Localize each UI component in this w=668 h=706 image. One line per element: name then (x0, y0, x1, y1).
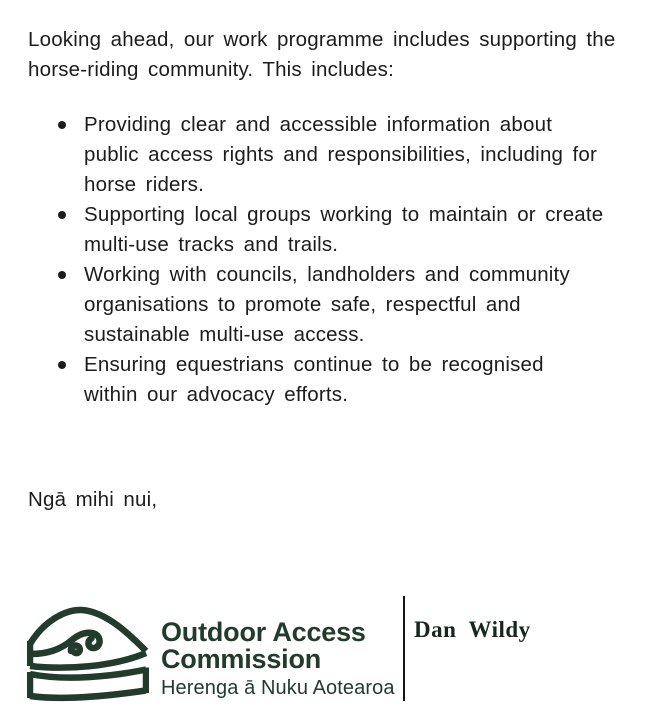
list-item: Supporting local groups working to maintain or create multi-use tracks and trails. (28, 200, 604, 260)
intro-paragraph: Looking ahead, our work programme includes supporting the horse-riding community. This includes: (28, 28, 616, 81)
signoff-text: Ngā mihi nui, (28, 488, 158, 511)
work-programme-list (28, 110, 604, 410)
separator-line (403, 596, 405, 701)
koru-wave-icon (27, 606, 149, 704)
org-tagline: Herenga ā Nuku Aotearoa (161, 677, 395, 699)
org-name-line2: Commission (161, 644, 322, 674)
list-item: Ensuring equestrians continue to be recognised within our advocacy efforts. (28, 350, 604, 410)
list-item: Working with councils, landholders and community organisations to promote safe, respectful and sustainable multi-use access. (28, 260, 604, 350)
org-name-line1: Outdoor Access (161, 617, 366, 647)
signature-name: Dan Wildy (414, 617, 531, 642)
signature-footer (0, 590, 668, 706)
org-logo-text (161, 619, 395, 699)
list-item: Providing clear and accessible information about public access rights and responsibilities, including for horse riders. (28, 110, 604, 200)
